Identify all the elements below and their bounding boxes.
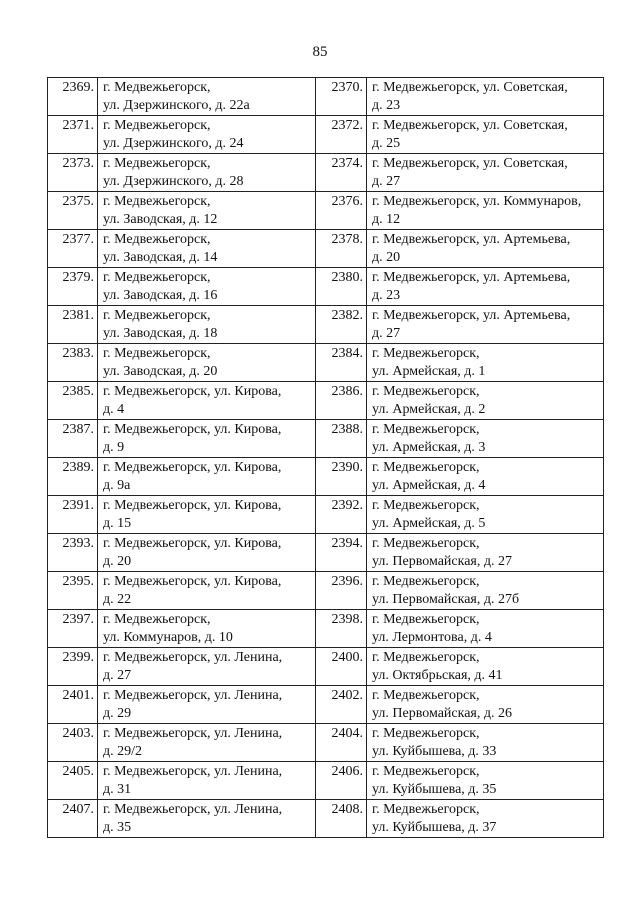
address-line: г. Медвежьегорск,: [372, 460, 480, 475]
table-row: [48, 154, 604, 192]
entry-number: 2372.: [316, 116, 367, 154]
entry-address: [367, 78, 604, 116]
entry-address: [367, 230, 604, 268]
entry-address: [367, 800, 604, 838]
table-row: [48, 496, 604, 534]
address-line: ул. Заводская, д. 14: [103, 250, 218, 265]
address-line: д. 15: [103, 516, 132, 531]
entry-address: [98, 268, 316, 306]
address-line: г. Медвежьегорск,: [372, 384, 480, 399]
address-line: ул. Октябрьская, д. 41: [372, 668, 503, 683]
entry-address: [367, 420, 604, 458]
address-line: ул. Армейская, д. 2: [372, 402, 486, 417]
address-line: ул. Армейская, д. 1: [372, 364, 486, 379]
address-line: г. Медвежьегорск, ул. Кирова,: [103, 536, 282, 551]
entry-number: 2388.: [316, 420, 367, 458]
entry-address: [98, 344, 316, 382]
table-row: [48, 344, 604, 382]
entry-number: 2397.: [48, 610, 98, 648]
entry-address: [367, 534, 604, 572]
entry-number: 2370.: [316, 78, 367, 116]
entry-address: [367, 192, 604, 230]
entry-number: 2394.: [316, 534, 367, 572]
entry-number: 2374.: [316, 154, 367, 192]
address-line: г. Медвежьегорск, ул. Ленина,: [103, 688, 283, 703]
entry-address: [98, 762, 316, 800]
entry-number: 2406.: [316, 762, 367, 800]
address-line: д. 23: [372, 98, 401, 113]
address-line: ул. Армейская, д. 5: [372, 516, 486, 531]
address-line: д. 29: [103, 706, 132, 721]
address-line: ул. Куйбышева, д. 33: [372, 744, 497, 759]
address-list-body: [48, 78, 604, 838]
entry-address: [367, 724, 604, 762]
address-line: ул. Заводская, д. 20: [103, 364, 218, 379]
address-line: г. Медвежьегорск,: [372, 802, 480, 817]
entry-number: 2393.: [48, 534, 98, 572]
address-line: г. Медвежьегорск,: [103, 270, 211, 285]
entry-address: [367, 458, 604, 496]
address-line: г. Медвежьегорск,: [103, 612, 211, 627]
entry-address: [98, 724, 316, 762]
address-line: г. Медвежьегорск,: [372, 574, 480, 589]
table-row: [48, 230, 604, 268]
address-line: д. 20: [103, 554, 132, 569]
entry-number: 2380.: [316, 268, 367, 306]
address-line: г. Медвежьегорск, ул. Кирова,: [103, 422, 282, 437]
entry-number: 2401.: [48, 686, 98, 724]
table-row: [48, 268, 604, 306]
address-line: ул. Первомайская, д. 27: [372, 554, 512, 569]
entry-number: 2382.: [316, 306, 367, 344]
entry-number: 2405.: [48, 762, 98, 800]
table-row: [48, 686, 604, 724]
entry-address: [98, 610, 316, 648]
table-row: [48, 800, 604, 838]
address-line: г. Медвежьегорск, ул. Советская,: [372, 80, 568, 95]
entry-address: [98, 116, 316, 154]
entry-number: 2375.: [48, 192, 98, 230]
address-line: ул. Лермонтова, д. 4: [372, 630, 492, 645]
address-line: д. 25: [372, 136, 401, 151]
address-line: г. Медвежьегорск,: [103, 156, 211, 171]
address-line: ул. Армейская, д. 3: [372, 440, 486, 455]
entry-number: 2384.: [316, 344, 367, 382]
address-line: ул. Дзержинского, д. 28: [103, 174, 244, 189]
entry-address: [98, 382, 316, 420]
address-line: ул. Куйбышева, д. 35: [372, 782, 497, 797]
address-line: ул. Куйбышева, д. 37: [372, 820, 497, 835]
address-line: г. Медвежьегорск, ул. Кирова,: [103, 384, 282, 399]
entry-address: [98, 420, 316, 458]
entry-address: [367, 686, 604, 724]
address-line: г. Медвежьегорск, ул. Ленина,: [103, 764, 283, 779]
address-line: г. Медвежьегорск,: [103, 346, 211, 361]
address-line: г. Медвежьегорск,: [103, 232, 211, 247]
entry-number: 2389.: [48, 458, 98, 496]
address-line: д. 20: [372, 250, 401, 265]
entry-number: 2402.: [316, 686, 367, 724]
address-line: г. Медвежьегорск,: [372, 346, 480, 361]
address-line: д. 9: [103, 440, 125, 455]
address-line: д. 27: [372, 326, 401, 341]
entry-number: 2408.: [316, 800, 367, 838]
address-line: г. Медвежьегорск, ул. Артемьева,: [372, 270, 571, 285]
address-line: ул. Коммунаров, д. 10: [103, 630, 233, 645]
entry-address: [98, 78, 316, 116]
address-line: ул. Заводская, д. 12: [103, 212, 218, 227]
entry-address: [367, 154, 604, 192]
entry-number: 2378.: [316, 230, 367, 268]
address-line: г. Медвежьегорск,: [372, 726, 480, 741]
address-line: д. 22: [103, 592, 132, 607]
entry-address: [367, 648, 604, 686]
table-row: [48, 762, 604, 800]
entry-address: [98, 306, 316, 344]
address-line: ул. Первомайская, д. 27б: [372, 592, 520, 607]
address-line: г. Медвежьегорск,: [372, 764, 480, 779]
table-row: [48, 382, 604, 420]
address-line: г. Медвежьегорск,: [372, 650, 480, 665]
address-line: ул. Заводская, д. 18: [103, 326, 218, 341]
address-line: г. Медвежьегорск,: [103, 308, 211, 323]
address-line: д. 4: [103, 402, 125, 417]
entry-address: [98, 496, 316, 534]
table-row: [48, 648, 604, 686]
address-line: г. Медвежьегорск, ул. Артемьева,: [372, 308, 571, 323]
address-line: д. 12: [372, 212, 401, 227]
address-line: г. Медвежьегорск, ул. Ленина,: [103, 726, 283, 741]
entry-address: [98, 800, 316, 838]
address-line: д. 27: [372, 174, 401, 189]
entry-address: [367, 496, 604, 534]
address-line: ул. Заводская, д. 16: [103, 288, 218, 303]
address-line: г. Медвежьегорск, ул. Кирова,: [103, 460, 282, 475]
table-row: [48, 192, 604, 230]
entry-address: [98, 648, 316, 686]
entry-number: 2396.: [316, 572, 367, 610]
address-line: г. Медвежьегорск,: [372, 422, 480, 437]
address-line: д. 9а: [103, 478, 131, 493]
entry-address: [367, 610, 604, 648]
address-line: д. 29/2: [103, 744, 143, 759]
address-line: ул. Дзержинского, д. 24: [103, 136, 244, 151]
table-row: [48, 458, 604, 496]
address-line: г. Медвежьегорск, ул. Артемьева,: [372, 232, 571, 247]
address-list-table: [47, 77, 604, 838]
entry-number: 2395.: [48, 572, 98, 610]
entry-address: [367, 382, 604, 420]
address-line: г. Медвежьегорск,: [372, 498, 480, 513]
entry-number: 2403.: [48, 724, 98, 762]
table-row: [48, 724, 604, 762]
table-row: [48, 534, 604, 572]
address-line: ул. Армейская, д. 4: [372, 478, 486, 493]
entry-address: [98, 192, 316, 230]
page-number: 85: [312, 44, 328, 60]
table-row: [48, 78, 604, 116]
entry-address: [98, 230, 316, 268]
entry-address: [98, 154, 316, 192]
address-line: д. 23: [372, 288, 401, 303]
entry-number: 2392.: [316, 496, 367, 534]
entry-number: 2387.: [48, 420, 98, 458]
entry-number: 2391.: [48, 496, 98, 534]
address-line: г. Медвежьегорск, ул. Ленина,: [103, 650, 283, 665]
entry-number: 2373.: [48, 154, 98, 192]
address-line: г. Медвежьегорск,: [103, 118, 211, 133]
entry-number: 2371.: [48, 116, 98, 154]
entry-number: 2404.: [316, 724, 367, 762]
entry-number: 2383.: [48, 344, 98, 382]
address-line: г. Медвежьегорск, ул. Кирова,: [103, 574, 282, 589]
entry-number: 2376.: [316, 192, 367, 230]
entry-address: [367, 344, 604, 382]
address-line: г. Медвежьегорск, ул. Советская,: [372, 118, 568, 133]
entry-address: [367, 116, 604, 154]
entry-number: 2381.: [48, 306, 98, 344]
address-line: г. Медвежьегорск, ул. Кирова,: [103, 498, 282, 513]
entry-number: 2377.: [48, 230, 98, 268]
address-line: г. Медвежьегорск,: [372, 612, 480, 627]
entry-address: [367, 762, 604, 800]
table-row: [48, 306, 604, 344]
table-row: [48, 420, 604, 458]
address-line: г. Медвежьегорск,: [372, 536, 480, 551]
entry-address: [367, 268, 604, 306]
entry-number: 2400.: [316, 648, 367, 686]
entry-address: [367, 306, 604, 344]
address-line: г. Медвежьегорск,: [103, 80, 211, 95]
address-line: д. 35: [103, 820, 132, 835]
address-line: г. Медвежьегорск, ул. Коммунаров,: [372, 194, 582, 209]
table-row: [48, 572, 604, 610]
address-line: д. 27: [103, 668, 132, 683]
address-line: г. Медвежьегорск,: [372, 688, 480, 703]
entry-number: 2398.: [316, 610, 367, 648]
entry-number: 2385.: [48, 382, 98, 420]
entry-address: [98, 686, 316, 724]
entry-number: 2369.: [48, 78, 98, 116]
address-line: ул. Первомайская, д. 26: [372, 706, 512, 721]
entry-address: [98, 534, 316, 572]
address-line: ул. Дзержинского, д. 22а: [103, 98, 250, 113]
entry-address: [98, 458, 316, 496]
address-line: г. Медвежьегорск, ул. Ленина,: [103, 802, 283, 817]
entry-address: [367, 572, 604, 610]
entry-number: 2379.: [48, 268, 98, 306]
entry-number: 2399.: [48, 648, 98, 686]
address-line: г. Медвежьегорск,: [103, 194, 211, 209]
address-line: д. 31: [103, 782, 132, 797]
table-row: [48, 610, 604, 648]
table-row: [48, 116, 604, 154]
entry-number: 2386.: [316, 382, 367, 420]
address-line: г. Медвежьегорск, ул. Советская,: [372, 156, 568, 171]
entry-number: 2390.: [316, 458, 367, 496]
entry-number: 2407.: [48, 800, 98, 838]
entry-address: [98, 572, 316, 610]
